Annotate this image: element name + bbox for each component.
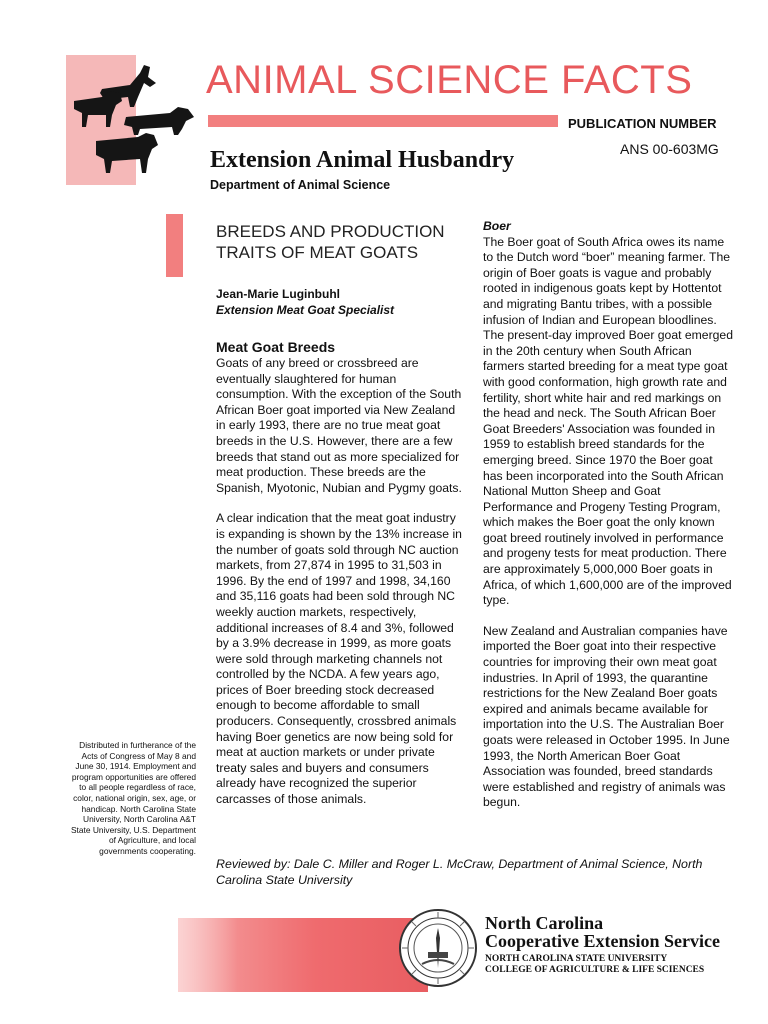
reviewed-by: Reviewed by: Dale C. Miller and Roger L. McCraw, Department of Animal Science, North Carolina State University <box>216 857 703 887</box>
org-name-line1: North Carolina <box>485 913 604 933</box>
section-heading: Meat Goat Breeds <box>216 339 336 355</box>
university-name: NORTH CAROLINA STATE UNIVERSITY <box>485 954 668 964</box>
legal-notice: Distributed in furtherance of the Acts of Congress of May 8 and June 30, 1914. Employment and program opportunities are offered to all people regardless of race, color, national origin, sex, age, or handicap. North Carolina State University, North Carolina A&T State University, U.S. Department of Agriculture, and local governments cooperating. <box>70 740 196 856</box>
publication-number: ANS 00-603MG <box>620 141 719 157</box>
org-name-line2: Cooperative Extension Service <box>485 931 720 951</box>
article-title <box>216 221 476 263</box>
paragraph: Goats of any breed or crossbreed are eventually slaughtered for human consumption. With the exception of the South African Boer goat imported via New Zealand in early 1993, there are no true meat goat breeds in the U.S. However, there are a few breeds that stand out as more specialized for meat production. These breeds are the Spanish, Myotonic, Nubian and Pygmy goats. <box>216 356 462 495</box>
paragraph: A clear indication that the meat goat industry is expanding is shown by the 13% increase in the number of goats sold through NC auction markets, from 27,874 in 1995 to 31,503 in 1996. By the end of 1997 and 1998, 34,160 and 35,116 goats had been sold through NC weekly auction markets, respectively, additional increases of 8.4 and 3%, followed by a 3.9% decrease in 1999, as more goats were sold through marketing channels not controlled by the NCDA. A few years ago, prices of Boer breeding stock decreased enough to become affordable to small producers. Consequently, crossbred animals having Boer genetics are now being sold for meat at auction markets or under private treaty sales and buyers and consumers already have recognized the superior carcasses of those animals. <box>216 511 462 807</box>
title-accent-block <box>166 214 183 277</box>
university-seal-icon <box>398 908 478 988</box>
right-column <box>483 219 733 811</box>
author-block <box>216 286 394 318</box>
left-column <box>216 338 466 808</box>
author-name: Jean-Marie Luginbuhl <box>216 287 341 301</box>
livestock-silhouettes-icon <box>66 55 206 185</box>
boer-heading: Boer <box>483 219 511 233</box>
masthead-title: ANIMAL SCIENCE FACTS <box>206 58 693 102</box>
author-role: Extension Meat Goat Specialist <box>216 303 395 317</box>
college-name: COLLEGE OF AGRICULTURE & LIFE SCIENCES <box>485 965 705 975</box>
paragraph: The Boer goat of South Africa owes its name to the Dutch word “boer” meaning farmer. The origin of Boer goats is vague and probably rooted in indigenous goats kept by Hottentot and migrating Bantu tribes, with a possible infusion of Indian and European bloodlines. The present-day improved Boer goat emerged in the 20th century when South African farmers started breeding for a meat type goat with good conformation, high growth rate and fertility, short white hair and red markings on the head and neck. The South African Boer Goat Breeders' Association was founded in 1959 to establish breed standards for the emerging breed. Since 1970 the Boer goat has been incorporated into the South African National Mutton Sheep and Goat Performance and Progeny Testing Program, which makes the Boer goat the only known goat breed routinely involved in performance and progeny tests for meat production. There are approximately 5,000,000 Boer goats in Africa, of which 1,600,000 are of the improved type. <box>483 234 733 608</box>
paragraph: New Zealand and Australian companies have imported the Boer goat into their respective countries for improving their own meat goat industries. In April of 1993, the quarantine restrictions for the New Zealand Boer goats expired and animals became available for importation into the U.S. The Australian Boer goats were released in October 1995. In June 1993, the North American Boer Goat Association was founded, breed standards were established and registry of animals was begun. <box>483 623 730 810</box>
footer-band-fade <box>178 918 238 992</box>
series-title: Extension Animal Husbandry <box>210 147 515 173</box>
masthead-rule <box>208 115 558 127</box>
publication-number-label: PUBLICATION NUMBER <box>568 116 717 131</box>
department-name: Department of Animal Science <box>210 178 391 192</box>
article-title-line1: BREEDS AND PRODUCTION <box>216 222 445 241</box>
article-title-line2: TRAITS OF MEAT GOATS <box>216 243 419 262</box>
